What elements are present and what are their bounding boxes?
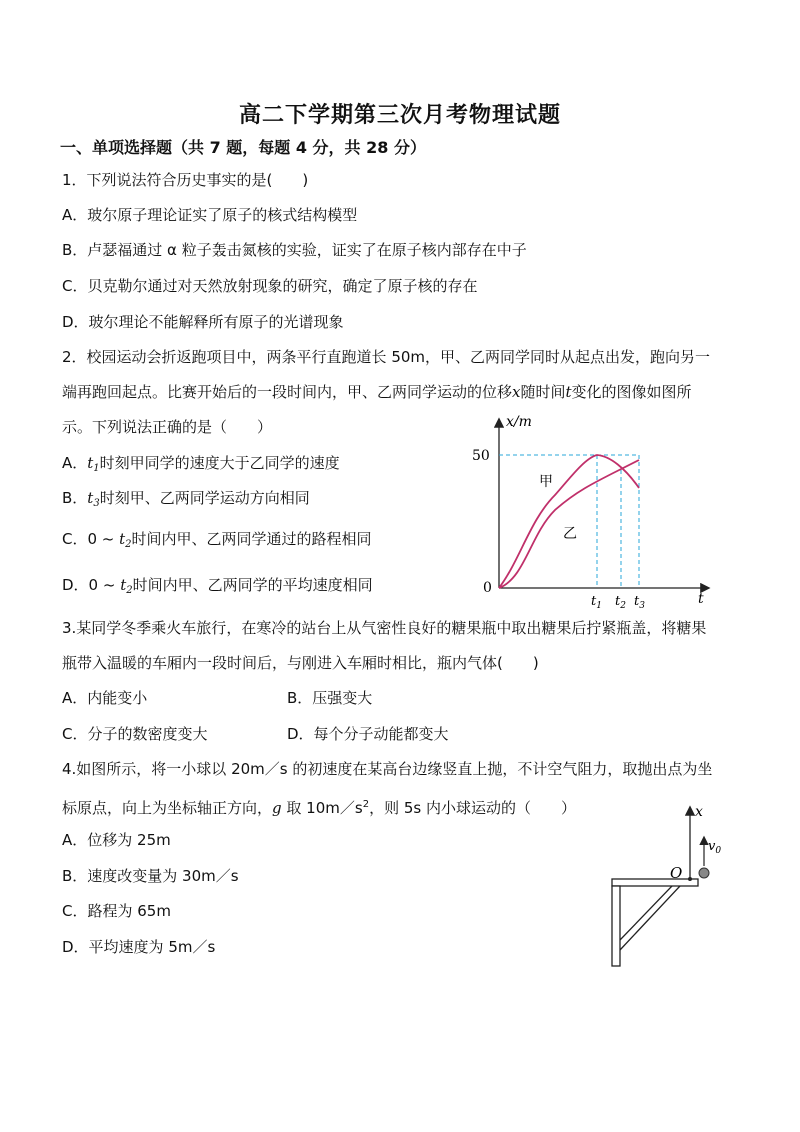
- q2-option-b: B．$t_3$时刻甲、乙两同学运动方向相同: [62, 489, 310, 509]
- q2-option-d: D．0 ~ $t_2$时间内甲、乙两同学的平均速度相同: [62, 576, 373, 596]
- y-tick-50: 50: [472, 448, 490, 464]
- q1-option-c: C．贝克勒尔通过对天然放射现象的研究，确定了原子核的存在: [62, 277, 478, 295]
- origin-o-label: O: [670, 864, 683, 882]
- q2-stem-line1: 2．校园运动会折返跑项目中，两条平行直跑道长 50m，甲、乙两同学同时从起点出发，跑向另一: [62, 348, 711, 366]
- q3-option-c: C．分子的数密度变大: [62, 725, 208, 743]
- y-axis-label: x/m: [506, 414, 532, 430]
- q4-option-d: D．平均速度为 5m／s: [62, 938, 216, 956]
- q1-option-a: A．玻尔原子理论证实了原子的核式结构模型: [62, 206, 358, 224]
- axis-x-label: x: [695, 804, 703, 820]
- q4-option-b: B．速度改变量为 30m／s: [62, 867, 239, 885]
- section-heading: 一、单项选择题（共 7 题，每题 4 分，共 28 分）: [60, 138, 426, 157]
- platform-brace: [620, 886, 672, 940]
- t2-label: $t_2$: [615, 594, 626, 610]
- q3-option-b: B．压强变大: [287, 689, 373, 707]
- q4-stem-line2: 标原点，向上为坐标轴正方向，g 取 $10m/s^2$，则 5s 内小球运动的（ ）: [62, 799, 576, 817]
- ball: [699, 868, 709, 878]
- q1-stem: 1．下列说法符合历史事实的是( ): [62, 171, 309, 189]
- curve-yi-label: 乙: [563, 526, 577, 542]
- t1-label: $t_1$: [591, 594, 602, 610]
- q1-option-b: B．卢瑟福通过 α 粒子轰击氮核的实验，证实了在原子核内部存在中子: [62, 241, 527, 259]
- q1-option-d: D．玻尔理论不能解释所有原子的光谱现象: [62, 313, 344, 331]
- origin-label: 0: [483, 580, 492, 596]
- q2-displacement-time-graph: [450, 410, 720, 610]
- q2-option-a: A．$t_1$时刻甲同学的速度大于乙同学的速度: [62, 454, 340, 474]
- q2-stem-line2: 端再跑回起点。比赛开始后的一段时间内，甲、乙两同学运动的位移x随时间t变化的图像如图所: [62, 383, 692, 401]
- v0-label: $v_0$: [708, 839, 722, 856]
- platform-top: [612, 879, 698, 886]
- platform-post: [612, 886, 620, 966]
- t3-label: $t_3$: [634, 594, 645, 610]
- curve-jia-label: 甲: [539, 474, 553, 490]
- q3-option-d: D．每个分子动能都变大: [287, 725, 449, 743]
- q3-option-a: A．内能变小: [62, 689, 148, 707]
- q3-stem-line2: 瓶带入温暖的车厢内一段时间后，与刚进入车厢时相比，瓶内气体( ): [62, 654, 539, 672]
- q2-stem-line3: 示。下列说法正确的是（ ）: [62, 418, 273, 436]
- origin-point: [688, 877, 692, 881]
- q4-option-a: A．位移为 25m: [62, 831, 171, 849]
- x-axis-label: t: [698, 591, 704, 607]
- q2-option-c: C．0 ~ $t_2$时间内甲、乙两同学通过的路程相同: [62, 530, 372, 550]
- q4-stem-line1: 4.如图所示，将一小球以 20m／s 的初速度在某高台边缘竖直上抛，不计空气阻力，取抛出点为坐: [62, 760, 713, 778]
- q3-stem-line1: 3.某同学冬季乘火车旅行，在寒冷的站台上从气密性良好的糖果瓶中取出糖果后拧紧瓶盖，将糖果: [62, 619, 707, 637]
- exam-title: 高二下学期第三次月考物理试题: [238, 103, 561, 128]
- platform-brace-inner: [620, 886, 680, 950]
- q4-platform-figure: [600, 800, 730, 970]
- q4-option-c: C．路程为 65m: [62, 902, 171, 920]
